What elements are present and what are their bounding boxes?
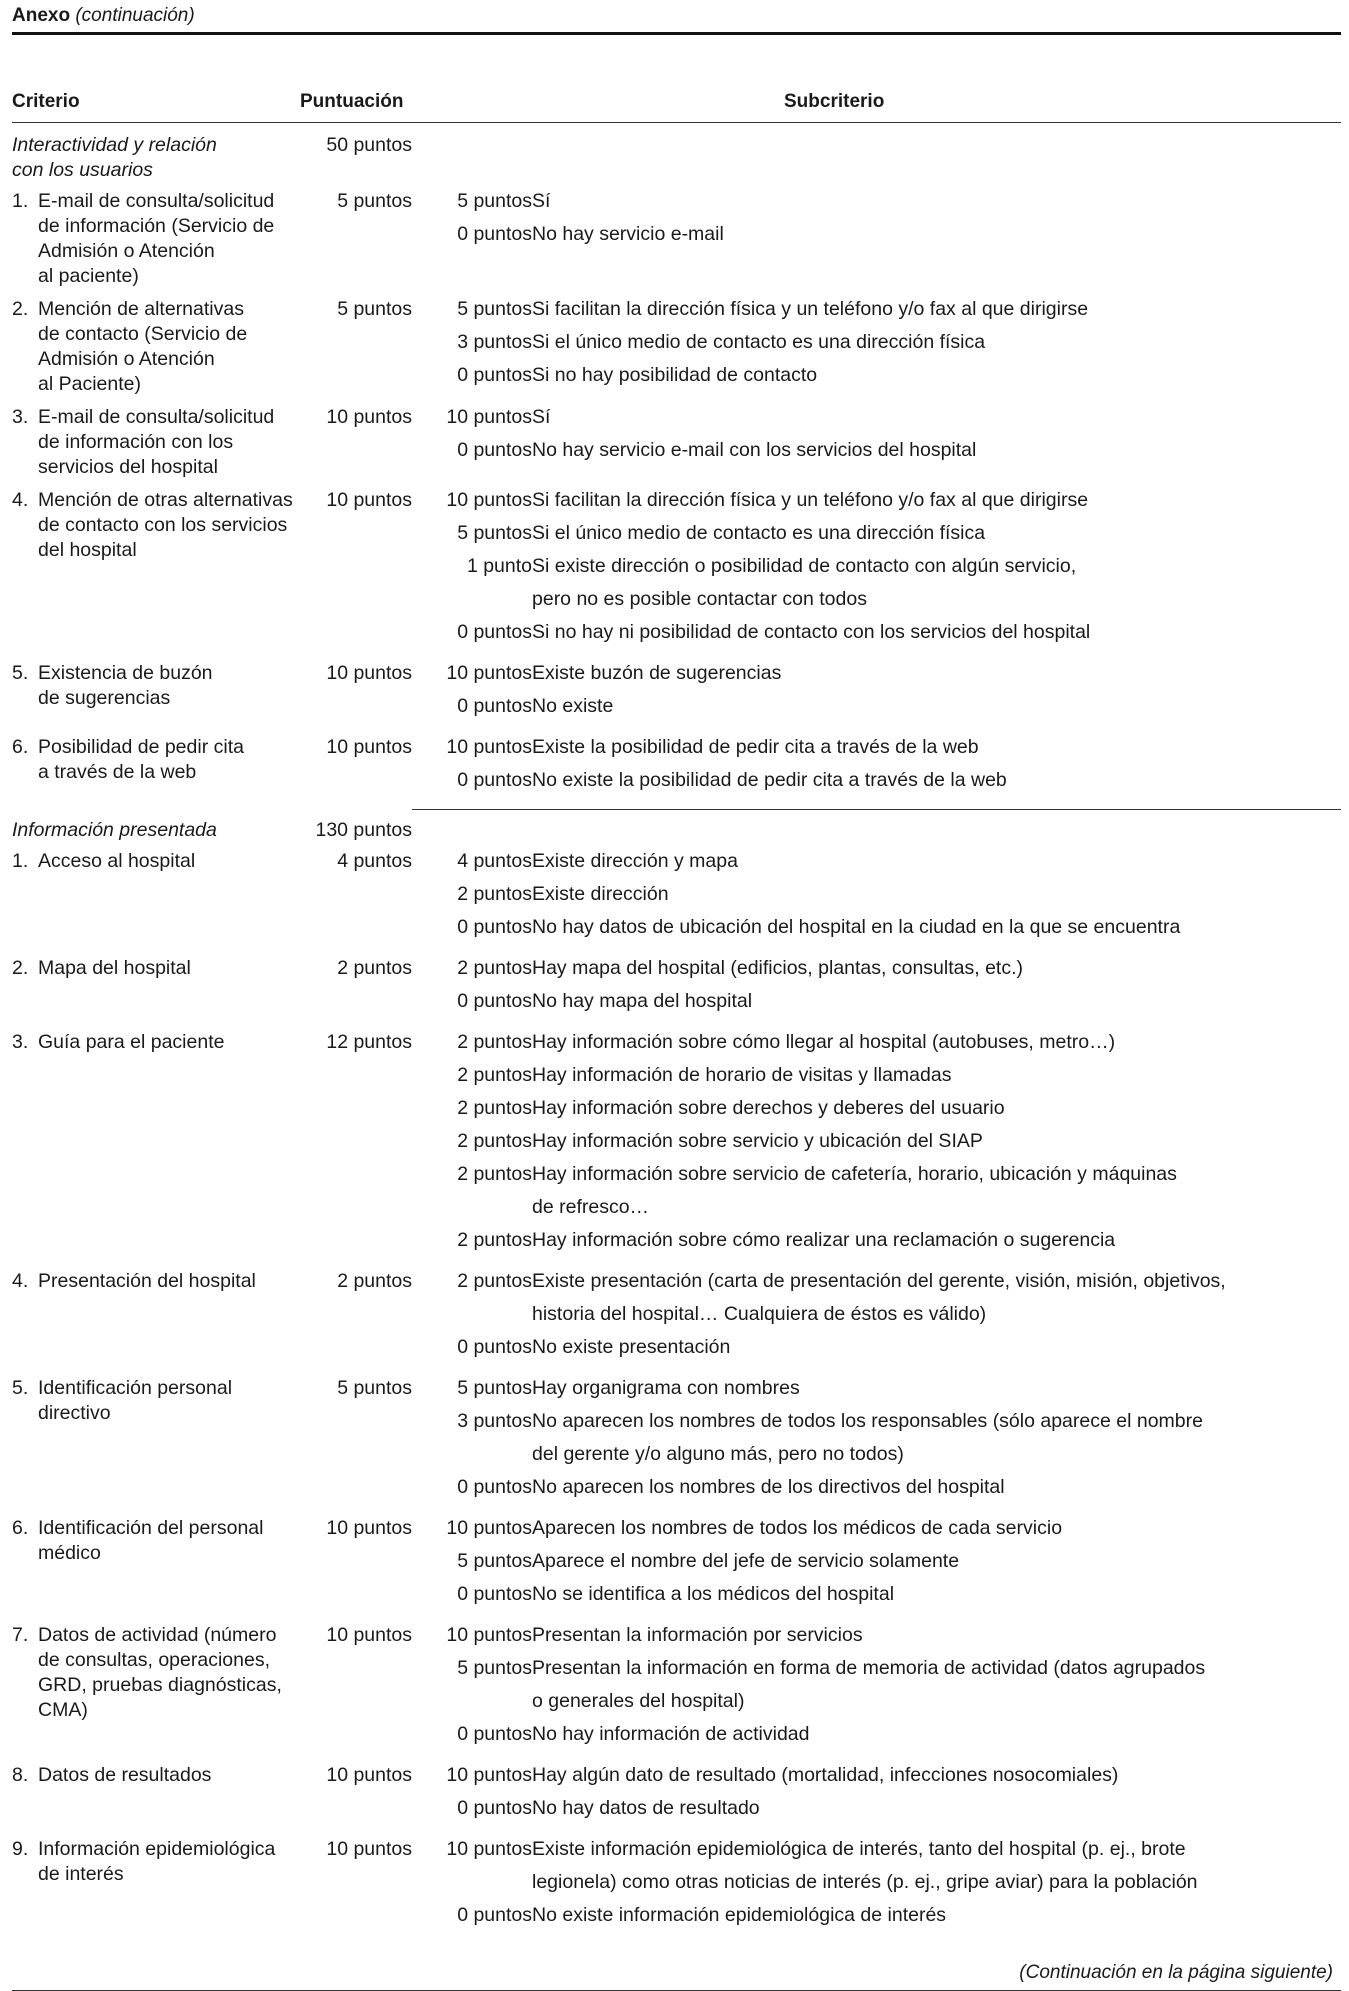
criterion-label bbox=[38, 1763, 312, 1788]
subcriterion-text: Aparece el nombre del jefe de servicio solamente bbox=[532, 1549, 960, 1572]
criterion-label-line: Existencia de buzón bbox=[38, 662, 213, 684]
criterion-label-line: de consultas, operaciones, bbox=[38, 1648, 270, 1671]
subcriterion-points: 5 puntos bbox=[457, 1549, 532, 1572]
subcriterion-points: 0 puntos bbox=[457, 364, 532, 386]
subcriterion-points: 2 puntos bbox=[457, 956, 532, 979]
subcriterion-row bbox=[412, 849, 1341, 882]
subcriterion-row bbox=[412, 1722, 1341, 1755]
subcriterion-row bbox=[412, 554, 1341, 587]
subcriteria-list bbox=[412, 297, 1341, 396]
subcriterion-row bbox=[412, 1516, 1341, 1549]
subcriterion-text: Hay algún dato de resultado (mortalidad, infecciones nosocomiales) bbox=[532, 1763, 1119, 1786]
subcriteria-list bbox=[412, 1763, 1341, 1829]
subcriterion-row bbox=[412, 297, 1341, 330]
subcriterion-points: 2 puntos bbox=[457, 1162, 532, 1185]
subcriteria-cell bbox=[412, 1376, 1341, 1516]
subcriterion-row bbox=[412, 1195, 1341, 1228]
criterion-row bbox=[12, 405, 1341, 488]
subcriterion-text: No aparecen los nombres de los directivos del hospital bbox=[532, 1475, 1005, 1498]
section-title-line: con los usuarios bbox=[12, 159, 153, 181]
subcriterion-points: 4 puntos bbox=[457, 849, 532, 872]
section-row bbox=[12, 810, 1341, 849]
subcriterion-text: Existe información epidemiológica de interés, tanto del hospital (p. ej., brote bbox=[532, 1837, 1186, 1860]
subcriteria-cell bbox=[412, 1763, 1341, 1837]
subcriterion-text: del gerente y/o alguno más, pero no todos) bbox=[532, 1442, 904, 1465]
subcriterion-text: Hay información sobre servicio de cafetería, horario, ubicación y máquinas bbox=[532, 1162, 1177, 1185]
subcriterion-row bbox=[412, 620, 1341, 653]
subcriterion-row bbox=[412, 1837, 1341, 1870]
footer-rule bbox=[12, 1990, 1341, 1991]
subcriterion-points: 10 puntos bbox=[446, 1516, 532, 1539]
criterion-score: 10 puntos bbox=[326, 1623, 412, 1646]
criterion-label-line: servicios del hospital bbox=[38, 456, 218, 478]
subcriterion-row bbox=[412, 1442, 1341, 1475]
criterion-number: 4. bbox=[12, 489, 29, 511]
subcriteria-cell bbox=[412, 1837, 1341, 1944]
criterion-label-line: E-mail de consulta/solicitud bbox=[38, 190, 275, 212]
subcriterion-row bbox=[412, 438, 1341, 471]
subcriterion-points: 10 puntos bbox=[446, 736, 532, 758]
subcriterion-row bbox=[412, 1162, 1341, 1195]
criterion-label-line: de contacto con los servicios bbox=[38, 514, 288, 536]
criterion-score: 5 puntos bbox=[337, 298, 412, 320]
subcriterion-text: pero no es posible contactar con todos bbox=[532, 588, 867, 610]
subcriterion-text: Existe dirección bbox=[532, 882, 669, 905]
subcriterion-row bbox=[412, 661, 1341, 694]
subcriteria-cell bbox=[412, 849, 1341, 956]
criterion-label bbox=[38, 956, 312, 981]
subcriteria-cell bbox=[412, 1623, 1341, 1763]
subcriterion-text: Existe presentación (carta de presentación del gerente, visión, misión, objetivos, bbox=[532, 1269, 1226, 1292]
subcriterion-text: Si no hay posibilidad de contacto bbox=[532, 364, 818, 386]
subcriterion-points: 5 puntos bbox=[457, 522, 532, 544]
criterion-number: 6. bbox=[12, 1516, 29, 1539]
criterion-number: 6. bbox=[12, 736, 29, 758]
subcriterion-text: No existe bbox=[532, 695, 614, 717]
subcriterion-points: 0 puntos bbox=[457, 223, 532, 245]
criterion-label-line: Identificación personal bbox=[38, 1376, 233, 1399]
subcriterion-points: 0 puntos bbox=[457, 915, 532, 938]
subcriterion-points: 0 puntos bbox=[457, 439, 532, 461]
criterion-label-line: Mención de otras alternativas bbox=[38, 489, 293, 511]
criterion-score: 4 puntos bbox=[337, 849, 412, 872]
column-header-subcriterio: Subcriterio bbox=[784, 91, 885, 112]
criterion-number: 3. bbox=[12, 1030, 29, 1053]
subcriterion-text: Si existe dirección o posibilidad de contacto con algún servicio, bbox=[532, 555, 1077, 577]
criterion-label bbox=[38, 1623, 312, 1723]
subcriterion-text: Hay información sobre cómo llegar al hospital (autobuses, metro…) bbox=[532, 1030, 1116, 1053]
criterion-label-line: del hospital bbox=[38, 539, 137, 561]
subcriterion-text: Aparecen los nombres de todos los médicos de cada servicio bbox=[532, 1516, 1063, 1539]
criterion-label-line: Identificación del personal bbox=[38, 1516, 264, 1539]
subcriterion-row bbox=[412, 1549, 1341, 1582]
criterion-label-line: Datos de resultados bbox=[38, 1763, 212, 1786]
subcriterion-text: No hay datos de ubicación del hospital en la ciudad en la que se encuentra bbox=[532, 915, 1181, 938]
criterion-label bbox=[38, 1030, 312, 1055]
criterion-label-line: Posibilidad de pedir cita bbox=[38, 736, 244, 758]
criterion-number: 8. bbox=[12, 1763, 29, 1786]
subcriterion-points: 10 puntos bbox=[446, 489, 532, 511]
criterion-label bbox=[38, 189, 312, 289]
criterion-label-line: Mapa del hospital bbox=[38, 956, 191, 979]
criterion-number: 9. bbox=[12, 1837, 29, 1860]
criterion-row bbox=[12, 189, 1341, 297]
annex-continuation: (continuación) bbox=[75, 5, 195, 26]
criterion-score: 10 puntos bbox=[326, 406, 412, 428]
subcriterion-text: Si no hay ni posibilidad de contacto con los servicios del hospital bbox=[532, 621, 1091, 643]
subcriterion-points: 3 puntos bbox=[457, 1409, 532, 1432]
criterion-label-line: Guía para el paciente bbox=[38, 1030, 225, 1053]
subcriterion-points: 0 puntos bbox=[457, 1475, 532, 1498]
criterion-label bbox=[38, 1376, 312, 1426]
subcriterion-points: 2 puntos bbox=[457, 1269, 532, 1292]
subcriterion-row bbox=[412, 1763, 1341, 1796]
subcriterion-points: 10 puntos bbox=[446, 1623, 532, 1646]
subcriterion-row bbox=[412, 1903, 1341, 1936]
criterion-row bbox=[12, 1837, 1341, 1944]
criterion-label-line: Datos de actividad (número bbox=[38, 1623, 277, 1646]
criterion-number: 5. bbox=[12, 662, 29, 684]
subcriterion-row bbox=[412, 330, 1341, 363]
criterion-row bbox=[12, 956, 1341, 1030]
subcriterion-text: Hay información sobre servicio y ubicación del SIAP bbox=[532, 1129, 983, 1152]
subcriterion-text: o generales del hospital) bbox=[532, 1689, 745, 1712]
subcriteria-cell bbox=[412, 297, 1341, 405]
subcriterion-text: No existe presentación bbox=[532, 1335, 731, 1358]
subcriterion-text: Hay organigrama con nombres bbox=[532, 1376, 800, 1399]
criterion-number: 5. bbox=[12, 1376, 29, 1399]
section-title-line: Información presentada bbox=[12, 818, 217, 841]
subcriterion-points: 2 puntos bbox=[457, 1228, 532, 1251]
criterion-label bbox=[38, 661, 312, 711]
subcriterion-text: Si facilitan la dirección física y un teléfono y/o fax al que dirigirse bbox=[532, 298, 1089, 320]
subcriteria-list bbox=[412, 1376, 1341, 1508]
subcriteria-cell bbox=[412, 1516, 1341, 1623]
subcriterion-text: Existe buzón de sugerencias bbox=[532, 662, 782, 684]
subcriterion-row bbox=[412, 915, 1341, 948]
criterion-number: 3. bbox=[12, 406, 29, 428]
subcriteria-list bbox=[412, 1837, 1341, 1936]
subcriteria-list bbox=[412, 1516, 1341, 1615]
criterion-row bbox=[12, 1269, 1341, 1376]
criterion-score: 10 puntos bbox=[326, 1837, 412, 1860]
subcriterion-points: 2 puntos bbox=[457, 1096, 532, 1119]
subcriterion-points: 2 puntos bbox=[457, 1030, 532, 1053]
subcriteria-list bbox=[412, 956, 1341, 1022]
subcriterion-row bbox=[412, 1582, 1341, 1615]
criterion-label-line: de contacto (Servicio de bbox=[38, 323, 248, 345]
subcriterion-points: 0 puntos bbox=[457, 769, 532, 791]
criterion-score: 10 puntos bbox=[326, 1516, 412, 1539]
subcriterion-text: No existe la posibilidad de pedir cita a través de la web bbox=[532, 769, 1007, 791]
criterion-score: 10 puntos bbox=[326, 1763, 412, 1786]
subcriteria-list bbox=[412, 1030, 1341, 1261]
subcriteria-cell bbox=[412, 735, 1341, 810]
criterion-label bbox=[38, 1269, 312, 1294]
criterion-score: 2 puntos bbox=[337, 1269, 412, 1292]
continuation-note: (Continuación en la página siguiente) bbox=[1019, 1961, 1333, 1983]
criterion-label bbox=[38, 488, 312, 563]
subcriterion-points: 0 puntos bbox=[457, 1722, 532, 1745]
subcriteria-cell bbox=[412, 661, 1341, 735]
subcriterion-text: No hay mapa del hospital bbox=[532, 989, 753, 1012]
subcriterion-points: 10 puntos bbox=[446, 406, 532, 428]
subcriteria-list bbox=[412, 1269, 1341, 1368]
subcriterion-row bbox=[412, 882, 1341, 915]
subcriterion-text: Si facilitan la dirección física y un teléfono y/o fax al que dirigirse bbox=[532, 489, 1089, 511]
section-score: 130 puntos bbox=[315, 818, 412, 841]
subcriterion-points: 10 puntos bbox=[446, 662, 532, 684]
subcriterion-text: historia del hospital… Cualquiera de éstos es válido) bbox=[532, 1302, 987, 1325]
section-title-line: Interactividad y relación bbox=[12, 134, 217, 156]
subcriterion-row bbox=[412, 1376, 1341, 1409]
criterion-label-line: Admisión o Atención bbox=[38, 240, 215, 262]
subcriterion-text: de refresco… bbox=[532, 1195, 650, 1218]
criterion-label-line: Admisión o Atención bbox=[38, 348, 215, 370]
subcriterion-points: 10 puntos bbox=[446, 1763, 532, 1786]
header-rule bbox=[12, 32, 1341, 35]
subcriterion-row bbox=[412, 189, 1341, 222]
subcriterion-text: No existe información epidemiológica de interés bbox=[532, 1903, 947, 1926]
subcriterion-row bbox=[412, 1269, 1341, 1302]
criterion-label-line: GRD, pruebas diagnósticas, bbox=[38, 1673, 282, 1696]
subcriterion-row bbox=[412, 488, 1341, 521]
criterion-label bbox=[38, 1837, 312, 1887]
subcriterion-points: 0 puntos bbox=[457, 1335, 532, 1358]
criterion-score: 10 puntos bbox=[326, 662, 412, 684]
subcriterion-row bbox=[412, 405, 1341, 438]
criterion-label-line: a través de la web bbox=[38, 761, 197, 783]
criterion-label-line: Presentación del hospital bbox=[38, 1269, 256, 1292]
criterion-score: 10 puntos bbox=[326, 736, 412, 758]
criterion-label-line: de interés bbox=[38, 1862, 124, 1885]
subcriterion-row bbox=[412, 1689, 1341, 1722]
subcriteria-cell bbox=[412, 1269, 1341, 1376]
subcriterion-row bbox=[412, 521, 1341, 554]
subcriterion-row bbox=[412, 1096, 1341, 1129]
criterion-row bbox=[12, 849, 1341, 956]
subcriterion-text: No aparecen los nombres de todos los responsables (sólo aparece el nombre bbox=[532, 1409, 1203, 1432]
subcriterion-points: 5 puntos bbox=[457, 190, 532, 212]
criterion-score: 5 puntos bbox=[337, 190, 412, 212]
subcriterion-row bbox=[412, 989, 1341, 1022]
criterion-label-line: Información epidemiológica bbox=[38, 1837, 276, 1860]
subcriterion-points: 1 punto bbox=[466, 555, 532, 577]
subcriterion-row bbox=[412, 735, 1341, 768]
criterion-row bbox=[12, 1376, 1341, 1516]
subcriterion-text: No hay información de actividad bbox=[532, 1722, 810, 1745]
section-score: 50 puntos bbox=[326, 134, 412, 156]
subcriterion-text: Si el único medio de contacto es una dirección física bbox=[532, 522, 986, 544]
subcriterion-text: Presentan la información por servicios bbox=[532, 1623, 863, 1646]
criterion-number: 1. bbox=[12, 190, 29, 212]
subcriterion-points: 0 puntos bbox=[457, 621, 532, 643]
subcriterion-text: Si el único medio de contacto es una dirección física bbox=[532, 331, 986, 353]
subcriterion-row bbox=[412, 1335, 1341, 1368]
subcriterion-row bbox=[412, 1302, 1341, 1335]
subcriterion-points: 10 puntos bbox=[446, 1837, 532, 1860]
subcriterion-text: Hay información sobre derechos y deberes del usuario bbox=[532, 1096, 1005, 1119]
subcriteria-cell bbox=[412, 956, 1341, 1030]
subcriterion-row bbox=[412, 587, 1341, 620]
criterion-score: 10 puntos bbox=[326, 489, 412, 511]
annex-header bbox=[12, 0, 1341, 29]
subcriteria-cell bbox=[412, 488, 1341, 661]
subcriterion-points: 2 puntos bbox=[457, 1063, 532, 1086]
criterion-label-line: de información con los bbox=[38, 431, 234, 453]
subcriterion-row bbox=[412, 1623, 1341, 1656]
subcriterion-text: No hay servicio e-mail con los servicios del hospital bbox=[532, 439, 977, 461]
subcriterion-row bbox=[412, 363, 1341, 396]
criterion-number: 4. bbox=[12, 1269, 29, 1292]
criterion-row bbox=[12, 488, 1341, 661]
criterion-label-line: al Paciente) bbox=[38, 373, 141, 395]
subcriterion-text: Hay mapa del hospital (edificios, plantas, consultas, etc.) bbox=[532, 956, 1023, 979]
criterion-number: 2. bbox=[12, 956, 29, 979]
column-headers bbox=[12, 85, 1341, 145]
criterion-number: 1. bbox=[12, 849, 29, 872]
document-page bbox=[12, 0, 1341, 1991]
subcriteria-list bbox=[412, 661, 1341, 727]
subcriterion-points: 0 puntos bbox=[457, 989, 532, 1012]
subcriterion-row bbox=[412, 1870, 1341, 1903]
subcriterion-row bbox=[412, 1030, 1341, 1063]
criterion-row bbox=[12, 1623, 1341, 1763]
subcriteria-list bbox=[412, 488, 1341, 653]
subcriterion-text: Presentan la información en forma de memoria de actividad (datos agrupados bbox=[532, 1656, 1206, 1679]
criterion-row bbox=[12, 735, 1341, 810]
subcriterion-text: Existe la posibilidad de pedir cita a través de la web bbox=[532, 736, 979, 758]
subcriterion-points: 3 puntos bbox=[457, 331, 532, 353]
criterion-score: 12 puntos bbox=[326, 1030, 412, 1053]
criterion-row bbox=[12, 1516, 1341, 1623]
column-header-puntuacion: Puntuación bbox=[300, 91, 404, 112]
criterion-label-line: Acceso al hospital bbox=[38, 849, 196, 872]
subcriterion-row bbox=[412, 1475, 1341, 1508]
criterion-row bbox=[12, 297, 1341, 405]
criterion-row bbox=[12, 1030, 1341, 1269]
criterion-label bbox=[38, 297, 312, 397]
subcriterion-points: 5 puntos bbox=[457, 298, 532, 320]
criterion-label-line: médico bbox=[38, 1541, 101, 1564]
subcriterion-text: Sí bbox=[532, 190, 551, 212]
subcriterion-text: Hay información sobre cómo realizar una reclamación o sugerencia bbox=[532, 1228, 1116, 1251]
criterion-score: 5 puntos bbox=[337, 1376, 412, 1399]
subcriterion-points: 0 puntos bbox=[457, 1796, 532, 1819]
subcriterion-text: No hay datos de resultado bbox=[532, 1796, 760, 1819]
subcriteria-list bbox=[412, 189, 1341, 255]
subcriteria-cell bbox=[412, 1030, 1341, 1269]
criterion-label-line: E-mail de consulta/solicitud bbox=[38, 406, 275, 428]
subcriteria-cell bbox=[412, 189, 1341, 297]
subcriterion-points: 5 puntos bbox=[457, 1656, 532, 1679]
criterion-score: 2 puntos bbox=[337, 956, 412, 979]
criterion-label bbox=[38, 735, 312, 785]
subcriterion-text: Hay información de horario de visitas y llamadas bbox=[532, 1063, 952, 1086]
criterion-number: 7. bbox=[12, 1623, 29, 1646]
criterion-label-line: Mención de alternativas bbox=[38, 298, 244, 320]
subcriterion-text: No hay servicio e-mail bbox=[532, 223, 724, 245]
criterion-label-line: de sugerencias bbox=[38, 687, 171, 709]
criteria-table bbox=[12, 129, 1341, 1944]
criterion-row bbox=[12, 1763, 1341, 1837]
subcriterion-text: legionela) como otras noticias de interés (p. ej., gripe aviar) para la población bbox=[532, 1870, 1198, 1893]
criterion-label-line: al paciente) bbox=[38, 265, 139, 287]
subcriterion-points: 0 puntos bbox=[457, 1903, 532, 1926]
subcriteria-cell bbox=[412, 405, 1341, 488]
subcriterion-text: No se identifica a los médicos del hospital bbox=[532, 1582, 895, 1605]
subcriterion-row bbox=[412, 1228, 1341, 1261]
criterion-label bbox=[38, 849, 312, 874]
subcriterion-row bbox=[412, 1796, 1341, 1829]
criterion-row bbox=[12, 661, 1341, 735]
subcriterion-row bbox=[412, 956, 1341, 989]
subcriterion-row bbox=[412, 694, 1341, 727]
subcriterion-row bbox=[412, 768, 1341, 801]
subcriterion-points: 5 puntos bbox=[457, 1376, 532, 1399]
criterion-label-line: directivo bbox=[38, 1401, 111, 1424]
column-header-criterio: Criterio bbox=[12, 91, 80, 112]
subcriteria-list bbox=[412, 405, 1341, 471]
criterion-number: 2. bbox=[12, 298, 29, 320]
subcriterion-points: 0 puntos bbox=[457, 695, 532, 717]
subcriterion-points: 2 puntos bbox=[457, 1129, 532, 1152]
criterion-label bbox=[38, 405, 312, 480]
subcriterion-row bbox=[412, 222, 1341, 255]
annex-label: Anexo bbox=[12, 5, 71, 26]
subcriterion-points: 2 puntos bbox=[457, 882, 532, 905]
criterion-label-line: de información (Servicio de bbox=[38, 215, 275, 237]
subcriteria-list bbox=[412, 735, 1341, 801]
subcriterion-text: Existe dirección y mapa bbox=[532, 849, 738, 872]
criterion-label bbox=[38, 1516, 312, 1566]
subcriterion-row bbox=[412, 1409, 1341, 1442]
subcriteria-list bbox=[412, 1623, 1341, 1755]
subcriterion-text: Sí bbox=[532, 406, 551, 428]
subcriteria-list bbox=[412, 849, 1341, 948]
criterion-label-line: CMA) bbox=[38, 1698, 88, 1721]
section-title bbox=[12, 810, 312, 849]
subcriterion-row bbox=[412, 1129, 1341, 1162]
subcriterion-row bbox=[412, 1063, 1341, 1096]
subcriterion-points: 0 puntos bbox=[457, 1582, 532, 1605]
